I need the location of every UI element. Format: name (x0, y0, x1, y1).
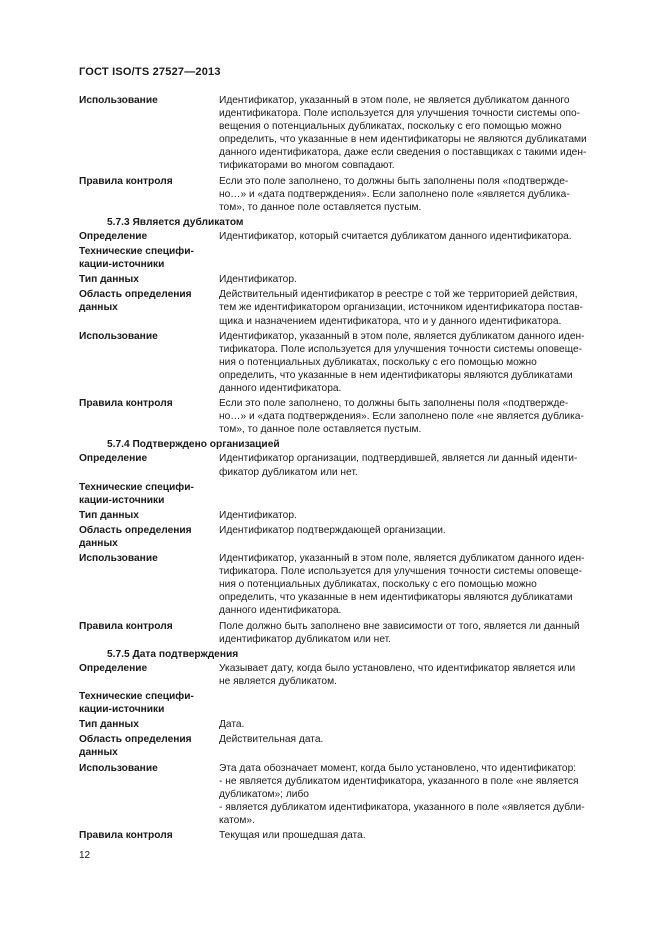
field-row (79, 175, 615, 214)
field-row (79, 452, 615, 478)
field-label: Технические специфи-кации-источники (79, 246, 194, 271)
field-label: Использование (79, 95, 158, 106)
field-row (79, 829, 615, 842)
field-value (219, 620, 615, 646)
field-value (219, 330, 615, 395)
text-line: том», то данное поле оставляется пустым. (219, 201, 422, 213)
field-label: Область определения данных (79, 524, 192, 549)
field-row (79, 718, 615, 731)
text-line: катом». (219, 814, 255, 826)
text-line: Идентификатор. (219, 509, 297, 521)
text-line: определить, что указанные в нем идентификаторы не являются дубликатами (219, 134, 587, 146)
text-line: Указывает дату, когда было установлено, что идентификатор является или (219, 662, 576, 674)
field-value (219, 452, 615, 478)
text-line: данного идентификатора. (219, 382, 342, 394)
document-title: ГОСТ ISO/TS 27527—2013 (79, 66, 221, 78)
text-line: - является дубликатом идентификатора, указанного в поле «является дубли- (219, 801, 585, 813)
text-line: идентификатор дубликатом или нет. (219, 633, 392, 645)
text-line: дубликатом»; либо (219, 788, 309, 800)
section-heading: 5.7.5 Дата подтверждения (107, 648, 239, 660)
field-label: Использование (79, 330, 158, 342)
field-label: Использование (79, 762, 158, 774)
text-line: фикатор дубликатом или нет. (219, 466, 358, 478)
field-row (79, 620, 615, 646)
text-line: Действительный идентификатор в реестре с той же территорией действия, (219, 289, 578, 301)
text-line: Идентификатор, указанный в этом поле, является дубликатом данного иден- (219, 330, 585, 342)
field-label: Область определения данных (79, 289, 192, 314)
text-line: Если это поле заполнено, то должны быть заполнены поля «подтвержде- (219, 398, 569, 410)
text-line: - не является дубликатом идентификатора, указанного в поле «не является (219, 775, 579, 787)
text-line: Поле должно быть заполнено вне зависимости от того, является ли данный (219, 620, 580, 632)
field-value (219, 524, 615, 550)
field-value (219, 175, 615, 214)
text-line: тификатора. Поле используется для улучшения точности системы оповеще- (219, 343, 583, 355)
field-label: Правила контроля (79, 620, 173, 632)
field-value (219, 509, 615, 522)
field-value (219, 718, 615, 731)
text-line: ния о потенциальных дубликатах, поскольку с его помощью можно (219, 356, 537, 368)
field-label: Тип данных (79, 509, 139, 521)
page-number: 12 (79, 850, 91, 861)
text-line: ния о потенциальных дубликатах, поскольку с его помощью можно (219, 579, 537, 591)
text-line: Идентификатор организации, подтвердившей, является ли данный иденти- (219, 453, 578, 465)
text-line: Действительная дата. (219, 734, 324, 746)
field-value (219, 245, 615, 271)
field-label: Использование (79, 553, 158, 565)
field-row (79, 733, 615, 759)
field-row (79, 273, 615, 286)
field-label: Правила контроля (79, 398, 173, 410)
field-row (79, 524, 615, 550)
field-row (79, 552, 615, 617)
field-label: Правила контроля (79, 829, 173, 841)
field-value (219, 552, 615, 617)
field-value (219, 481, 615, 507)
section-heading: 5.7.3 Является дубликатом (107, 216, 244, 228)
text-line: Идентификатор подтверждающей организации. (219, 524, 446, 536)
text-line: Дата. (219, 719, 245, 731)
field-row (79, 762, 615, 827)
text-line: Идентификатор, который считается дубликатом данного идентификатора. (219, 230, 572, 242)
text-line: Идентификатор, указанный в этом поле, является дубликатом данного иден- (219, 553, 585, 565)
field-label: Технические специфи-кации-источники (79, 481, 194, 506)
text-line: Текущая или прошедшая дата. (219, 829, 366, 841)
field-label: Определение (79, 662, 148, 674)
field-value (219, 733, 615, 759)
field-row (79, 330, 615, 395)
field-value (219, 762, 615, 827)
text-line: том», то данное поле оставляется пустым. (219, 424, 422, 436)
text-line: Идентификатор. (219, 274, 297, 286)
field-value (219, 397, 615, 436)
field-row (79, 288, 615, 327)
text-line: данного идентификатора, даже если сведения о поставщиках с такими иден- (219, 147, 587, 159)
field-value (219, 690, 615, 716)
field-value (219, 288, 615, 327)
field-row (79, 509, 615, 522)
text-line: но…» и «дата подтверждения». Если заполнено поле «не является дублика- (219, 411, 584, 423)
field-label: Тип данных (79, 274, 139, 286)
field-value (219, 94, 615, 173)
field-row (79, 690, 615, 716)
field-row (79, 662, 615, 688)
text-line: данного идентификатора. (219, 605, 342, 617)
document-body (79, 94, 615, 844)
field-value (219, 273, 615, 286)
field-value (219, 230, 615, 243)
field-label: Определение (79, 230, 148, 242)
field-row (79, 245, 615, 271)
field-label: Технические специфи-кации-источники (79, 691, 194, 716)
field-label: Тип данных (79, 719, 139, 731)
text-line: Эта дата обозначает момент, когда было установлено, что идентификатор: (219, 762, 577, 774)
field-row (79, 94, 615, 173)
field-row (79, 397, 615, 436)
field-label: Правила контроля (79, 175, 173, 187)
field-value (219, 662, 615, 688)
text-line: идентификатора. Поле используется для улучшения точности системы опо- (219, 108, 581, 120)
text-line: вещения о потенциальных дубликатах, поскольку с его помощью можно (219, 121, 562, 133)
field-row (79, 481, 615, 507)
text-line: Идентификатор, указанный в этом поле, не является дубликатом данного (219, 95, 570, 106)
field-value (219, 829, 615, 842)
text-line: но…» и «дата подтверждения». Если заполнено поле «является дублика- (219, 188, 570, 200)
field-label: Определение (79, 453, 148, 465)
section-heading: 5.7.4 Подтверждено организацией (107, 439, 280, 451)
text-line: не является дубликатом. (219, 675, 337, 687)
text-line: определить, что указанные в нем идентификаторы являются дубликатами (219, 369, 573, 381)
text-line: тем же идентификатором организации, источником идентификатора постав- (219, 302, 583, 314)
text-line: тификаторами во многом совпадают. (219, 160, 395, 172)
field-label: Область определения данных (79, 734, 192, 759)
text-line: тификатора. Поле используется для улучшения точности системы оповеще- (219, 566, 583, 578)
text-line: Если это поле заполнено, то должны быть заполнены поля «подтвержде- (219, 175, 569, 187)
text-line: щика и назначением идентификатора, что и у данного идентификатора. (219, 315, 562, 327)
field-row (79, 230, 615, 243)
text-line: определить, что указанные в нем идентификаторы являются дубликатами (219, 592, 573, 604)
